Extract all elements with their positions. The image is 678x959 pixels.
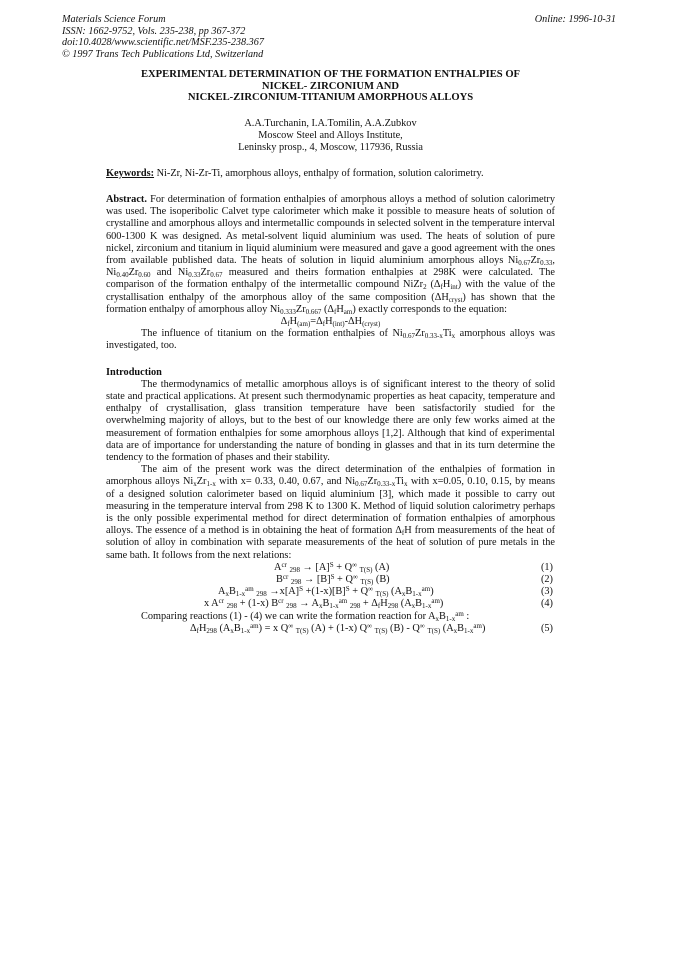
keywords bbox=[106, 168, 555, 180]
equation: $B^{cr}$ $_{298} \to [B]^S + Q^\infty$ $_{T(S)}$ (B) (2) bbox=[276, 573, 553, 587]
paper-body bbox=[106, 69, 555, 635]
online-date: Online: 1996-10-31 bbox=[534, 14, 616, 25]
introduction: The thermodynamics of metallic amorphous alloys is of significant interest to the theory of solid state and practical applications. At present such thermodynamic properties as heat capacity, temperature and enthalpy of crystallisation, glass transition temperature have been satisfactorily studied for the overwhelming majority of alloys, but to the best of our knowledge there are only few works aimed at the measurement of formation enthalpies for some amorphous alloys [1,2]. Although that kind of experimental data are of importance for understanding the nature of bonding in glasses and that in its turn determine the tendency to the formation of phases and their stability. The aim of the present work was the direct determination of the enthalpies of formation in amorphous alloys $Ni_xZr_{1-x}$ with x= 0.33, 0.40, 0.67, and $Ni_{0.67}Zr_{0.33-x}Ti_x$ with x=0.05, 0.10, 0.15, by means of a designed solution calorimeter based on liquid aluminium [3], which made it possible to carry out measuring in the temperature interval from 298 K to 1300 K. Method of liquid solution calorimetry perhaps is the only possible experimental method for direct determination of formation enthalpies of amorphous alloys. The essence of a method is in obtaining the heat of formation $\Delta_fH$ from measurements of the heat of solution of alloy in combination with separate measurements of the heat of solution of pure metals in the same bath. It follows from the next relations: $A^{cr}$ $_{298} \to [A]^S + Q^\infty$ $_{T(S)}$ (A) (1) $B^{cr}$ $_{298} \to [B]^S + Q^\infty$ $_{T(S)}$ (B) (2) $A_xB_{1-x}^{am}$ $_{298} \to x[A]^S +(1-x)[B]^S + Q^\infty$ $_{T(S)}$ $(A_xB_{1-x}^{am})$ (3) x $A^{cr}$ $_{298}$ + (1-x) $B^{cr}$ $_{298} \to A_xB_{1-x}^{am}$ $_{298} + \Delta_fH_{298}$ $(A_xB_{1-x}^{am})$ (4) Comparing reactions (1) - (4) we can write the formation reaction for $A_xB_{1-x}^{am}$ : $\Delta_fH_{298}$ $(A_xB_{1-x}^{am}) = x$ Q∞ $_{T(S)}$ (A) + (1-x) Q∞ $_{T(S)}$ (B) - Q∞ $_{T(S)}$ $(A_xB_{1-x}^{am})$ (5) bbox=[106, 378, 556, 635]
abstract: Abstract. For determination of formation enthalpies of amorphous alloys a method of solution calorimetry was used. The isoperibolic Calvet type calorimeter which make it possible to measure heats of solution of crystalline and amorphous alloys and intermetallic compounds in selected solvent in the temperature interval 600-1300 K was designed. As metal-solvent liquid aluminium was used. The heats of solution of pure nickel, zirconium and titanium in liquid aluminium were measured and gave a good agreement with the ones from available published data. The heats of solution in liquid aluminium amorphous alloys $Ni_{0.67}Zr_{0.33}$, $Ni_{0.40}Zr_{0.60}$ and $Ni_{0.33}Zr_{0.67}$ measured and theirs formation enthalpies at 298K were calculated. The comparison of the formation enthalpy of the intermetallic compound NiZr$_2$ $(\Delta_fH_{int})$ with the value of the crystallisation enthalpy of the amorphous alloy of the same composition $(\Delta H_{cryst})$ has shown that the formation enthalpy of amorphous alloy $Ni_{0.333}Zr_{0.667}$ $(\Delta_fH_{am})$ exactly corresponds to the equation: $\Delta_fH_{(am)}=\Delta_fH_{(int)}-\Delta H_{(cryst)}$ The influence of titanium on the formation enthalpies of $Ni_{0.67}Zr_{0.33-x}Ti_x$ amorphous alloys was investigated, too. bbox=[106, 193, 556, 352]
institute: Moscow Steel and Alloys Institute, bbox=[258, 129, 403, 141]
author-names: A.A.Turchanin, I.A.Tomilin, A.A.Zubkov bbox=[244, 117, 417, 129]
author-block bbox=[106, 118, 555, 154]
journal-header bbox=[62, 14, 264, 60]
equation-number: (5) bbox=[540, 622, 553, 634]
keywords-text: Ni-Zr, Ni-Zr-Ti, amorphous alloys, enthalpy of formation, solution calorimetry. bbox=[156, 167, 484, 179]
equation: $\Delta_fH_{298}$ $(A_xB_{1-x}^{am}) = x$ Q∞ $_{T(S)}$ (A) + (1-x) Q∞ $_{T(S)}$ (B) - Q∞ $_{T(S)}$ $(A_xB_{1-x}^{am})$ (5) bbox=[190, 621, 553, 635]
equation-number: (1) bbox=[540, 561, 553, 573]
equation: $A^{cr}$ $_{298} \to [A]^S + Q^\infty$ $_{T(S)}$ (A) (1) bbox=[274, 560, 553, 574]
doi: doi:10.4028/www.scientific.net/MSF.235-238.367 bbox=[62, 37, 264, 49]
keywords-label: Keywords: bbox=[106, 167, 155, 179]
paper-title: EXPERIMENTAL DETERMINATION OF THE FORMATION ENTHALPIES OF NICKEL- ZIRCONIUM AND NICKEL-ZIRCONIUM-TITANIUM AMORPHOUS ALLOYS bbox=[140, 69, 521, 104]
equation: x $A^{cr}$ $_{298}$ + (1-x) $B^{cr}$ $_{298} \to A_xB_{1-x}^{am}$ $_{298} + \Delta_fH_{298}$ $(A_xB_{1-x}^{am})$ (4) bbox=[204, 597, 553, 611]
journal-name: Materials Science Forum bbox=[62, 14, 166, 25]
equation-number: (4) bbox=[540, 598, 553, 610]
abstract-label: Abstract. bbox=[106, 193, 147, 205]
equation-number: (2) bbox=[540, 574, 553, 586]
issn: ISSN: 1662-9752, Vols. 235-238, pp 367-372 bbox=[62, 25, 246, 37]
section-heading: Introduction bbox=[106, 366, 162, 378]
equation-number: (3) bbox=[540, 586, 553, 598]
address: Leninsky prosp., 4, Moscow, 117936, Russia bbox=[238, 141, 423, 153]
equation: $A_xB_{1-x}^{am}$ $_{298} \to x[A]^S +(1-x)[B]^S + Q^\infty$ $_{T(S)}$ $(A_xB_{1-x}^{am})$ (3) bbox=[218, 585, 553, 599]
copyright: © 1997 Trans Tech Publications Ltd, Switzerland bbox=[62, 48, 264, 60]
